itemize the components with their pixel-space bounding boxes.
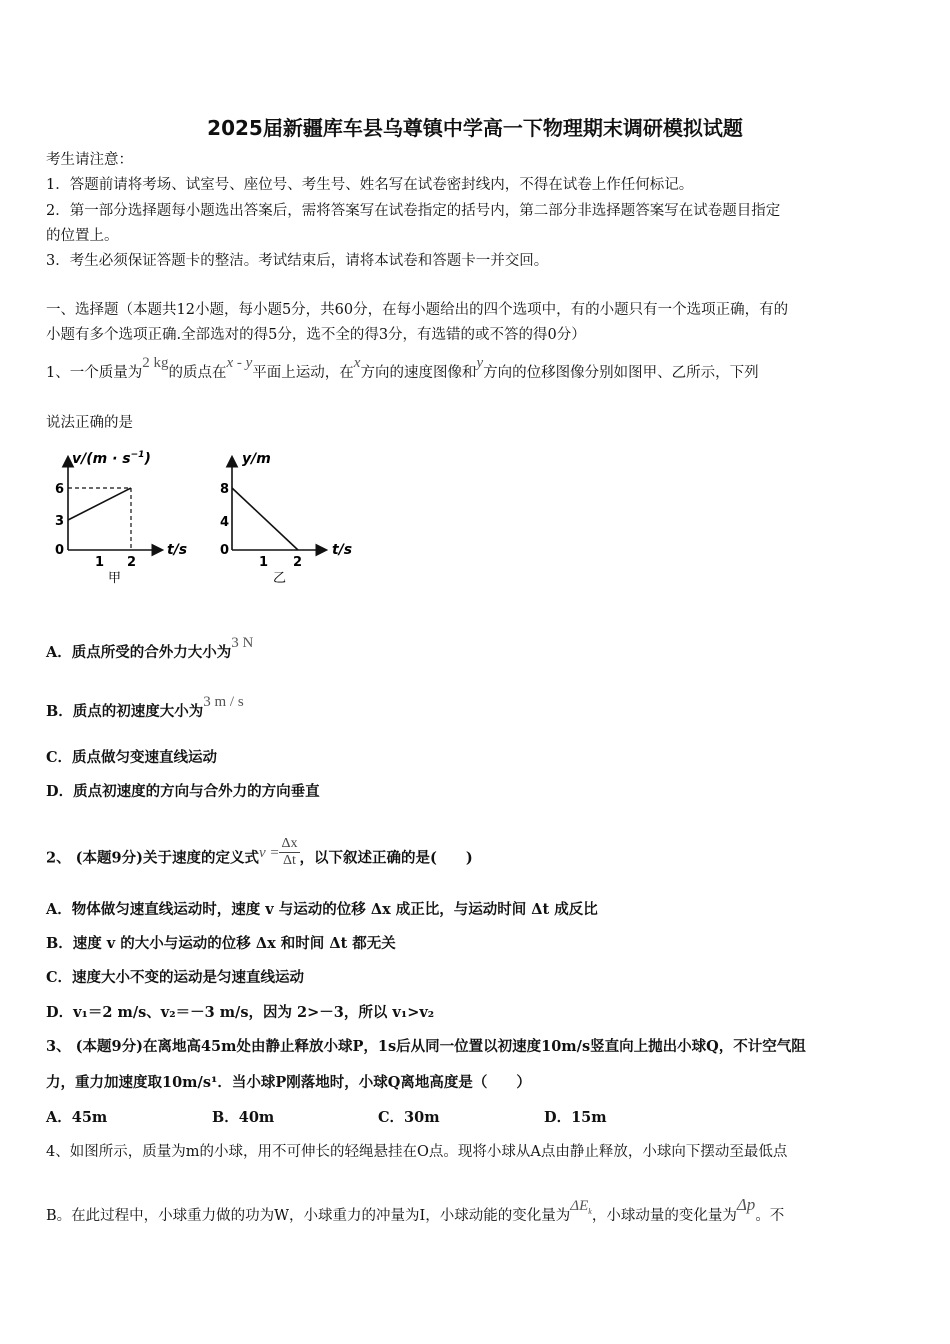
- q1-option-a: A．质点所受的合外力大小为3 N: [46, 635, 254, 661]
- q1-stem: [46, 355, 908, 383]
- q2-stem: 2、 (本题9分)关于速度的定义式v = $\frac{\Delta x}{\Delta t}$ ，以下叙述正确的是( ): [46, 836, 473, 868]
- q3-stem-line-2: 力，重力加速度取10m/s¹．当小球P刚落地时，小球Q离地高度是（ ）: [46, 1074, 531, 1091]
- q2-numerator: Δx: [281, 836, 298, 851]
- q2-option-c: C．速度大小不变的运动是匀速直线运动: [46, 969, 305, 986]
- graph2-xtick-2: 2: [293, 555, 303, 570]
- graph2-xtick-1: 1: [259, 555, 269, 570]
- q2-formula-lhs: v =: [258, 844, 280, 861]
- q2-denominator: Δt: [283, 853, 296, 868]
- q1-text-3: 平面上运动，在: [252, 365, 354, 381]
- section-intro-line-1: 一、选择题（本题共12小题，每小题5分，共60分，在每小题给出的四个选项中，有的小题只有一个选项正确，有的: [46, 302, 789, 318]
- q2-option-d: D．v₁＝2 m/s、v₂＝－3 m/s，因为 2>－3，所以 v₁>v₂: [46, 1004, 435, 1021]
- notice-heading: 考生请注意：: [46, 152, 133, 168]
- q3-stem-line-1: 3、 (本题9分)在离地高45m处由静止释放小球P，1s后从同一位置以初速度10m/s竖直向上抛出小球Q，不计空气阻: [46, 1038, 806, 1055]
- notice-item-2-cont: 的位置上。: [46, 228, 119, 244]
- q3-option-c: C．30m: [378, 1109, 440, 1126]
- q1-option-a-math: 3 N: [231, 635, 254, 651]
- q3-option-d: D．15m: [544, 1109, 607, 1126]
- notice-item-2: 2．第一部分选择题每小题选出答案后，需将答案写在试卷指定的括号内，第二部分非选择题答案写在试卷题目指定: [46, 203, 781, 219]
- page-title: 2025届新疆库车县乌尊镇中学高一下物理期末调研模拟试题: [207, 116, 743, 140]
- graph1-caption: 甲: [108, 571, 122, 586]
- graph2-ytick-4: 4: [220, 515, 230, 530]
- q1-option-d: D．质点初速度的方向与合外力的方向垂直: [46, 783, 320, 800]
- q1-plane-math: x - y: [226, 355, 253, 371]
- graph2-ytick-0: 0: [220, 543, 230, 558]
- graph1-ylabel: $v/(m \cdot s^{-1})$: [72, 450, 151, 467]
- q2-option-b: B．速度 v 的大小与运动的位移 Δx 和时间 Δt 都无关: [46, 935, 396, 952]
- q1-option-c: C．质点做匀变速直线运动: [46, 749, 218, 766]
- graph1-ytick-3: 3: [55, 514, 65, 529]
- graph1-xtick-1: 1: [95, 555, 105, 570]
- q1-option-b: B．质点的初速度大小为3 m / s: [46, 694, 244, 720]
- notice-item-3: 3．考生必须保证答题卡的整洁。考试结束后，请将本试卷和答题卡一并交回。: [46, 253, 549, 269]
- q1-text-2: 的质点在: [168, 365, 227, 381]
- graph2-ylabel: y/m: [242, 451, 271, 467]
- q1-text-5: 方向的位移图像分别如图甲、乙所示，下列: [483, 365, 759, 381]
- q1-y-math: y: [476, 355, 484, 371]
- graph-displacement-time: [212, 440, 362, 590]
- q4-kinetic-energy-math: $\Delta E_k$: [570, 1198, 592, 1216]
- graph2-caption: 乙: [273, 571, 287, 586]
- graph1-xlabel: t/s: [167, 542, 188, 558]
- q1-mass-math: 2 kg: [142, 355, 169, 371]
- q1-stem-cont: 说法正确的是: [46, 415, 133, 431]
- q1-x-math: x: [353, 355, 361, 371]
- graph1-velocity-line: [68, 488, 131, 520]
- q2-formula-fraction: [279, 836, 299, 869]
- q1-text-4: 方向的速度图像和: [360, 365, 477, 381]
- q3-option-a: A．45m: [46, 1109, 108, 1126]
- q3-option-b: B．40m: [212, 1109, 275, 1126]
- graph1-xtick-2: 2: [127, 555, 137, 570]
- q1-text-1: 1、一个质量为: [46, 365, 143, 381]
- q4-stem-line-2: B。在此过程中，小球重力做的功为W，小球重力的冲量为I，小球动能的变化量为$\Delta E_k$，小球动量的变化量为Δp。不: [46, 1195, 785, 1224]
- graph1-ytick-0: 0: [55, 543, 65, 558]
- q1-option-b-math: 3 m / s: [203, 694, 244, 710]
- graph2-displacement-line: [232, 488, 298, 550]
- graph1-ytick-6: 6: [55, 482, 65, 497]
- q2-option-a: A．物体做匀速直线运动时，速度 v 与运动的位移 Δx 成正比，与运动时间 Δt 成反比: [46, 901, 598, 918]
- graph-velocity-time: [46, 440, 188, 590]
- q4-stem-line-1: 4、如图所示，质量为m的小球，用不可伸长的轻绳悬挂在O点。现将小球从A点由静止释放，小球向下摆动至最低点: [46, 1144, 788, 1160]
- section-intro-line-2: 小题有多个选项正确.全部选对的得5分，选不全的得3分，有选错的或不答的得0分）: [46, 327, 586, 343]
- q3-options: [46, 1108, 908, 1128]
- notice-item-1: 1．答题前请将考场、试室号、座位号、考生号、姓名写在试卷密封线内，不得在试卷上作任何标记。: [46, 177, 694, 193]
- graph2-xlabel: t/s: [332, 542, 353, 558]
- graph2-ytick-8: 8: [220, 482, 230, 497]
- q4-momentum-math: Δp: [736, 1195, 756, 1214]
